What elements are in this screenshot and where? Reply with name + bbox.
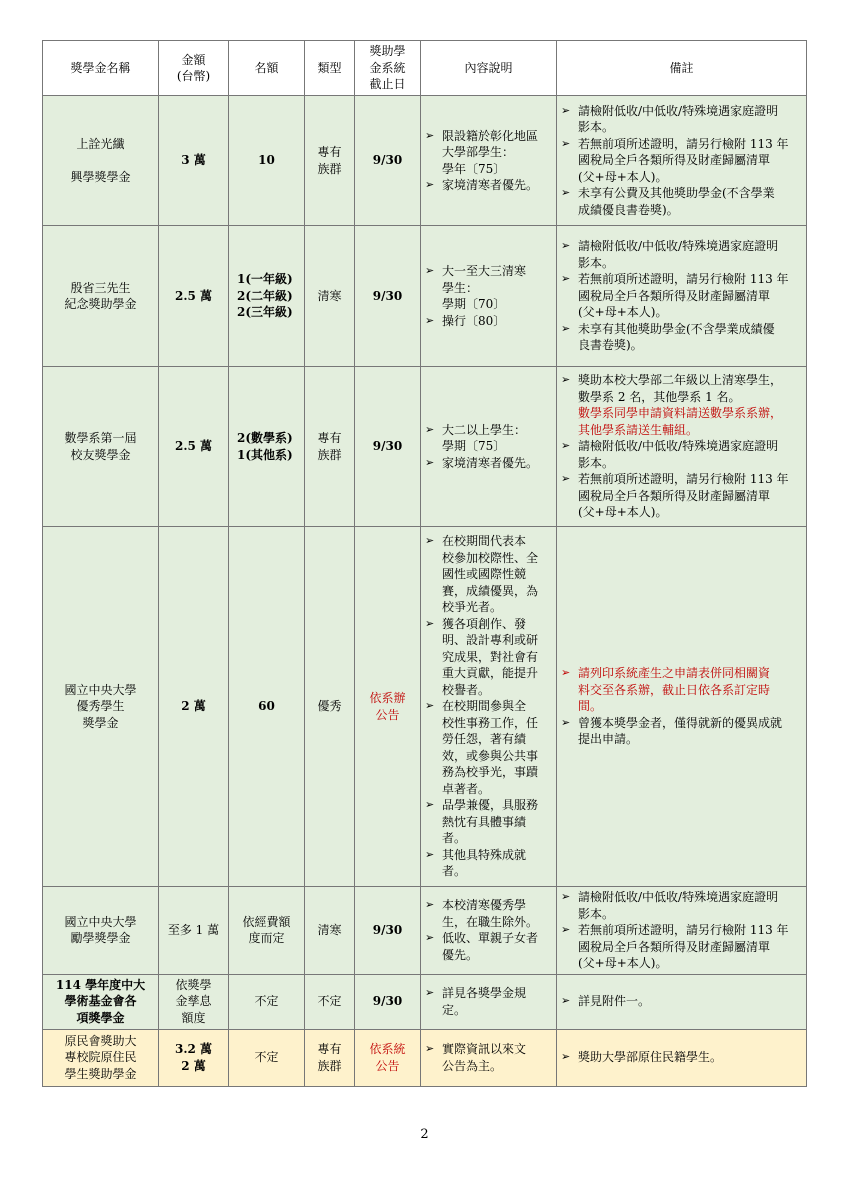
list-item: ➢ 曾獲本獎學金者，僅得就新的優異成就 提出申請。 — [561, 715, 802, 748]
list-item — [561, 372, 802, 438]
list-item: ➢ 未享有其他獎助學金(不含學業成績優 良書卷獎)。 — [561, 321, 802, 354]
table-row — [43, 1029, 807, 1086]
table-row — [43, 974, 807, 1029]
header-row — [43, 41, 807, 96]
amount-cell: 2.5 萬 — [159, 367, 229, 527]
page-number: 2 — [420, 1127, 429, 1142]
list-item: ➢ 若無前項所述證明，請另行檢附 113 年 國稅局全戶各類所得及財產歸屬清單 (父+母+本人)。 — [561, 271, 802, 321]
list-item: ➢ 未享有公費及其他獎助學金(不含學業 成績優良書卷獎)。 — [561, 185, 802, 218]
content-cell — [421, 974, 557, 1029]
list-item: ➢ 請檢附低收/中低收/特殊境遇家庭證明 影本。 — [561, 438, 802, 471]
notes-red-text: 數學系同學申請資料請送數學系系辦， 其他學系請送生輔組。 — [578, 406, 783, 437]
scholarship-name: 原民會獎助大 專校院原住民 學生獎助學金 — [43, 1029, 159, 1086]
amount-cell: 2.5 萬 — [159, 226, 229, 367]
header-notes: 備註 — [557, 41, 807, 96]
list-item: ➢ 獲各項創作、發 明、設計專利或研 究成果，對社會有 重大貢獻，能提升 校譽者。 — [425, 616, 552, 699]
list-item: ➢ 實際資訊以來文 公告為主。 — [425, 1041, 552, 1074]
header-quota: 名額 — [229, 41, 305, 96]
notes-cell — [557, 527, 807, 887]
list-item: ➢ 詳見各獎學金規 定。 — [425, 985, 552, 1018]
scholarship-name: 上詮光纖 興學獎學金 — [43, 96, 159, 226]
scholarship-name: 數學系第一屆 校友獎學金 — [43, 367, 159, 527]
content-cell — [421, 226, 557, 367]
quota-cell: 10 — [229, 96, 305, 226]
quota-cell: 不定 — [229, 1029, 305, 1086]
deadline-cell: 9/30 — [355, 367, 421, 527]
notes-cell — [557, 887, 807, 975]
header-deadline: 獎助學 金系統 截止日 — [355, 41, 421, 96]
header-type: 類型 — [305, 41, 355, 96]
notes-cell — [557, 226, 807, 367]
type-cell: 清寒 — [305, 887, 355, 975]
type-cell: 專有 族群 — [305, 1029, 355, 1086]
list-item: ➢ 請檢附低收/中低收/特殊境遇家庭證明 影本。 — [561, 238, 802, 271]
list-item: ➢ 請檢附低收/中低收/特殊境遇家庭證明 影本。 — [561, 889, 802, 922]
header-content: 內容說明 — [421, 41, 557, 96]
scholarship-table — [42, 40, 807, 1087]
content-cell — [421, 1029, 557, 1086]
content-cell — [421, 367, 557, 527]
type-cell: 清寒 — [305, 226, 355, 367]
table-row — [43, 96, 807, 226]
header-amount: 金額 (台幣) — [159, 41, 229, 96]
list-item: ➢ 家境清寒者優先。 — [425, 455, 552, 472]
type-cell: 優秀 — [305, 527, 355, 887]
deadline-cell: 依系辦 公告 — [355, 527, 421, 887]
content-cell — [421, 887, 557, 975]
type-cell: 專有 族群 — [305, 367, 355, 527]
scholarship-name: 114 學年度中大 學術基金會各 項獎學金 — [43, 974, 159, 1029]
list-item: ➢ 限設籍於彰化地區 大學部學生： 學年〔75〕 — [425, 128, 552, 178]
content-cell — [421, 96, 557, 226]
notes-text: 獎助本校大學部二年級以上清寒學生， 數學系 2 名，其他學系 1 名。 — [578, 373, 783, 404]
notes-cell — [557, 367, 807, 527]
list-item: ➢ 若無前項所述證明，請另行檢附 113 年 國稅局全戶各類所得及財產歸屬清單 (父+母+本人)。 — [561, 471, 802, 521]
list-item: ➢ 操行〔80〕 — [425, 313, 552, 330]
scholarship-name: 國立中央大學 優秀學生 獎學金 — [43, 527, 159, 887]
amount-cell: 依獎學 金孳息 額度 — [159, 974, 229, 1029]
table-row — [43, 367, 807, 527]
type-cell: 專有 族群 — [305, 96, 355, 226]
quota-cell: 60 — [229, 527, 305, 887]
list-item: ➢ 請檢附低收/中低收/特殊境遇家庭證明 影本。 — [561, 103, 802, 136]
amount-cell: 2 萬 — [159, 527, 229, 887]
quota-cell: 2(數學系) 1(其他系) — [229, 367, 305, 527]
type-cell: 不定 — [305, 974, 355, 1029]
deadline-cell: 依系統 公告 — [355, 1029, 421, 1086]
deadline-cell: 9/30 — [355, 226, 421, 367]
list-item: ➢ 低收、單親子女者 優先。 — [425, 930, 552, 963]
amount-cell: 3 萬 — [159, 96, 229, 226]
deadline-cell: 9/30 — [355, 974, 421, 1029]
deadline-cell: 9/30 — [355, 96, 421, 226]
deadline-cell: 9/30 — [355, 887, 421, 975]
list-item: ➢ 詳見附件一。 — [561, 993, 802, 1010]
header-name: 獎學金名稱 — [43, 41, 159, 96]
scholarship-name: 殷省三先生 紀念獎助學金 — [43, 226, 159, 367]
amount-cell: 至多 1 萬 — [159, 887, 229, 975]
list-item: ➢ 若無前項所述證明，請另行檢附 113 年 國稅局全戶各類所得及財產歸屬清單 (父+母+本人)。 — [561, 922, 802, 972]
amount-cell: 3.2 萬 2 萬 — [159, 1029, 229, 1086]
list-item: ➢ 大二以上學生： 學期〔75〕 — [425, 422, 552, 455]
quota-cell: 依經費額 度而定 — [229, 887, 305, 975]
scholarship-name: 國立中央大學 勵學獎學金 — [43, 887, 159, 975]
list-item: ➢ 本校清寒優秀學 生，在職生除外。 — [425, 897, 552, 930]
list-item: ➢ 品學兼優，具服務 熱忱有具體事績 者。 — [425, 797, 552, 847]
list-item: ➢ 大一至大三清寒 學生： 學期〔70〕 — [425, 263, 552, 313]
list-item: ➢ 在校期間代表本 校參加校際性、全 國性或國際性競 賽，成績優異，為 校爭光者。 — [425, 533, 552, 616]
list-item: ➢ 在校期間參與全 校性事務工作，任 勞任怨，著有績 效，或參與公共事 務為校爭光，事蹟 卓著者。 — [425, 698, 552, 797]
notes-cell — [557, 974, 807, 1029]
quota-cell: 不定 — [229, 974, 305, 1029]
quota-cell: 1(一年級) 2(二年級) 2(三年級) — [229, 226, 305, 367]
list-item: ➢ 獎助大學部原住民籍學生。 — [561, 1049, 802, 1066]
list-item: ➢ 家境清寒者優先。 — [425, 177, 552, 194]
list-item: ➢ 其他具特殊成就 者。 — [425, 847, 552, 880]
list-item: ➢ 若無前項所述證明，請另行檢附 113 年 國稅局全戶各類所得及財產歸屬清單 (父+母+本人)。 — [561, 136, 802, 186]
content-cell — [421, 527, 557, 887]
notes-cell — [557, 96, 807, 226]
table-row — [43, 887, 807, 975]
list-item: ➢ 請列印系統產生之申請表併同相關資 料交至各系辦，截止日依各系訂定時 間。 — [561, 665, 802, 715]
table-row — [43, 226, 807, 367]
notes-cell — [557, 1029, 807, 1086]
table-row — [43, 527, 807, 887]
